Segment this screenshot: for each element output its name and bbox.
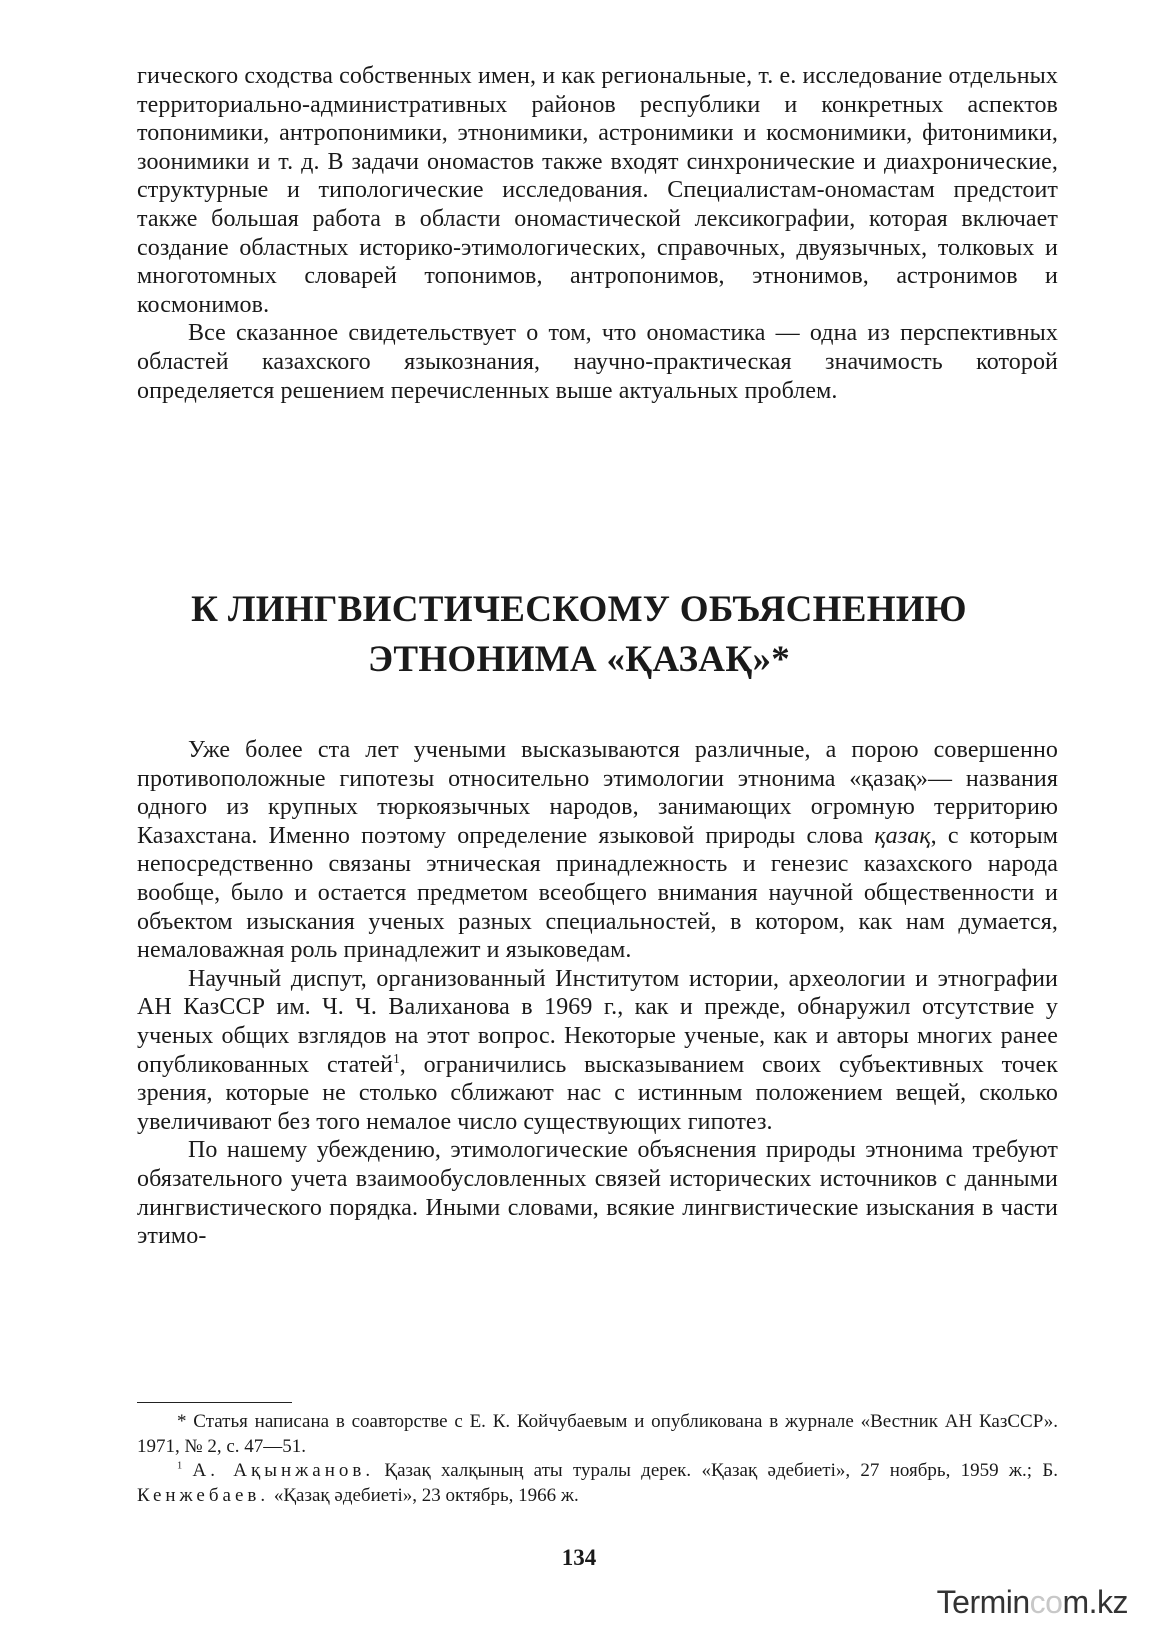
watermark-text: c	[1029, 1584, 1046, 1620]
article-title-line-1: К ЛИНГВИСТИЧЕСКОМУ ОБЪЯСНЕНИЮ	[191, 589, 967, 630]
watermark-logo	[937, 1584, 1128, 1621]
watermark-text: m.kz	[1062, 1584, 1128, 1620]
footnote-divider	[137, 1402, 292, 1403]
paragraph: гического сходства собственных имен, и как региональные, т. е. исследование отдельных территориально-административных районов республики и конкретных аспектов топонимики, антропонимики, этнонимики, астронимики и космонимики, фитонимики, зоонимики и т. д. В задачи ономастов также входят синхронические и диахронические, структурные и типологические исследования. Специалистам-ономастам предстоит также большая работа в области ономастической лексикографии, которая включает создание областных историко-этимологических, справочных, двуязычных, толковых и многотомных словарей топонимов, антропонимов, этнонимов, астронимов и космонимов.	[137, 63, 1058, 318]
article-title	[0, 585, 1158, 685]
text-run: Уже более ста лет учеными высказываются различные, а порою совершенно противоположные гипотезы относительно этимологии этнонима «қазақ»— названия одного из крупных тюркоязычных народов, занимающих огромную территорию Казахстана. Именно поэтому определение языковой природы слова	[137, 737, 1058, 849]
text-run: Научный диспут, организованный Институтом истории, археологии и этнографии АН КазССР им. Ч. Ч. Валиханова в 1969 г., как и прежде, обнаружил отсутствие у ученых общих взглядов на этот вопрос. Некоторые ученые, как и авторы многих ранее опубликованных статей	[137, 965, 1058, 1078]
continued-text	[137, 62, 1058, 405]
paragraph: Все сказанное свидетельствует о том, что ономастика — одна из перспективных областей казахского языкознания, научно-практическая значимость которой определяется решением перечисленных выше актуальных проблем.	[137, 320, 1058, 404]
paragraph: По нашему убеждению, этимологические объяснения природы этнонима требуют обязательного учета взаимообусловленных связей исторических источников с данными лингвистического порядка. Иными словами, всякие лингвистические изыскания в части этимо-	[137, 1137, 1058, 1250]
text-run: «Қазақ әдебиеті», 23 октябрь, 1966 ж.	[269, 1485, 579, 1506]
paragraph	[137, 736, 1058, 965]
text-run: , ограничились высказыванием своих субъективных точек зрения, которые не столько сближают нас с истинным положением вещей, сколько увеличивают без того немалое число существующих гипотез.	[137, 1051, 1058, 1135]
footnote-mark: 1	[177, 1460, 183, 1472]
footnote	[137, 1458, 1058, 1508]
text-run: , с которым непосредственно связаны этническая принадлежность и генезис казахского народа вообще, было и остается предметом всеобщего внимания научной общественности и объектом изыскания ученых разных специальностей, в котором, как нам думается, немаловажная роль принадлежит и языковедам.	[137, 822, 1058, 964]
article-body	[137, 736, 1058, 1251]
italic-word: қазақ	[874, 822, 931, 849]
watermark-text: Termin	[936, 1584, 1030, 1620]
article-title-line-2: ЭТНОНИМА «ҚАЗАҚ»*	[367, 639, 791, 680]
page-number: 134	[561, 1545, 597, 1570]
footnote: * Статья написана в соавторстве с Е. К. Койчубаевым и опубликована в журнале «Вестник АН КазССР». 1971, № 2, с. 47—51.	[137, 1411, 1058, 1457]
paragraph	[137, 965, 1058, 1137]
author-name: А. Ақынжанов.	[192, 1460, 375, 1481]
watermark-text: o	[1045, 1584, 1063, 1620]
author-name: Кенжебаев.	[137, 1485, 270, 1506]
footnote-ref: 1	[393, 1050, 400, 1066]
text-run: Қазақ халқының аты туралы дерек. «Қазақ әдебиеті», 27 ноябрь, 1959 ж.; Б.	[374, 1460, 1059, 1481]
